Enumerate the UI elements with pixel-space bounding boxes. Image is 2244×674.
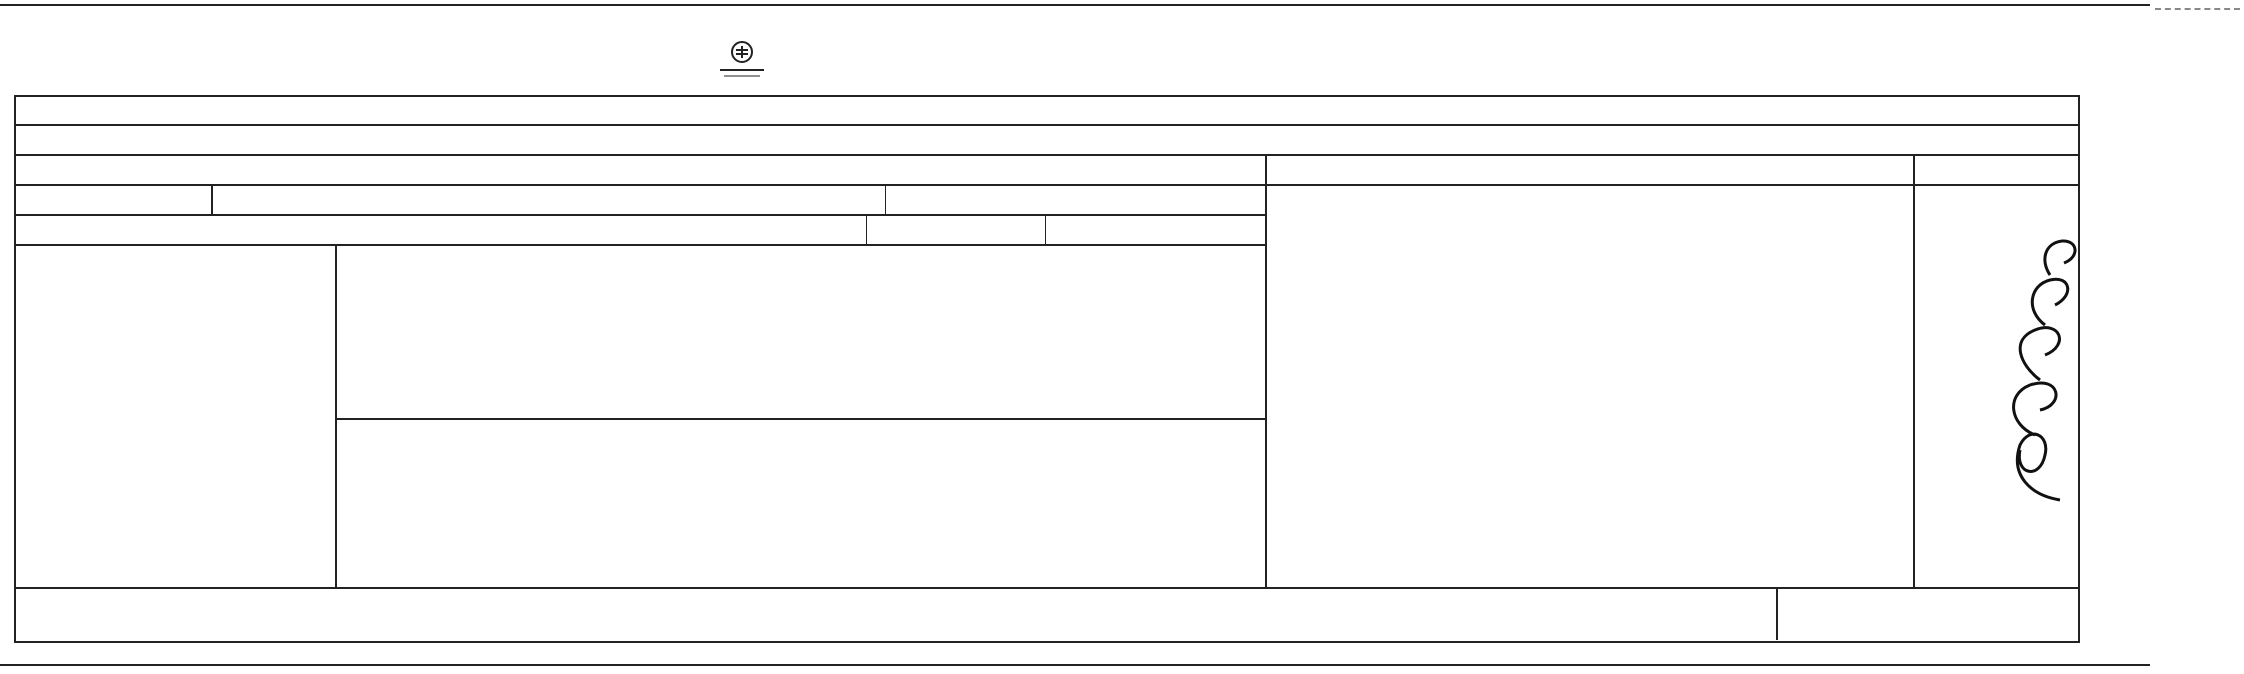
documento-cell [212,185,886,215]
row-ciudad [14,215,1266,245]
admision-field [892,187,902,216]
certipostal-logo-icon [712,36,772,86]
documento-field [218,187,232,216]
row-direccion [14,125,2080,155]
firma-header-cell [1266,155,1914,185]
guia-box [1776,588,2078,640]
visit2-section [336,419,1266,588]
top-rule [0,4,2150,6]
id-cell [866,215,1046,245]
side-notice [2085,95,2244,655]
row-tipo [14,155,1266,185]
barcode-icon [1298,26,1938,86]
footer-row [14,588,2080,643]
placa-cell [14,185,212,215]
handwritten-signature-icon [1990,235,2085,505]
visit1-section [336,245,1266,419]
status-section [14,245,336,588]
bottom-rule [0,664,2150,666]
firma-area [1266,185,1914,588]
cut-line [2155,8,2240,10]
observaciones-header-cell [1914,155,2080,185]
row-nombre [14,95,2080,125]
